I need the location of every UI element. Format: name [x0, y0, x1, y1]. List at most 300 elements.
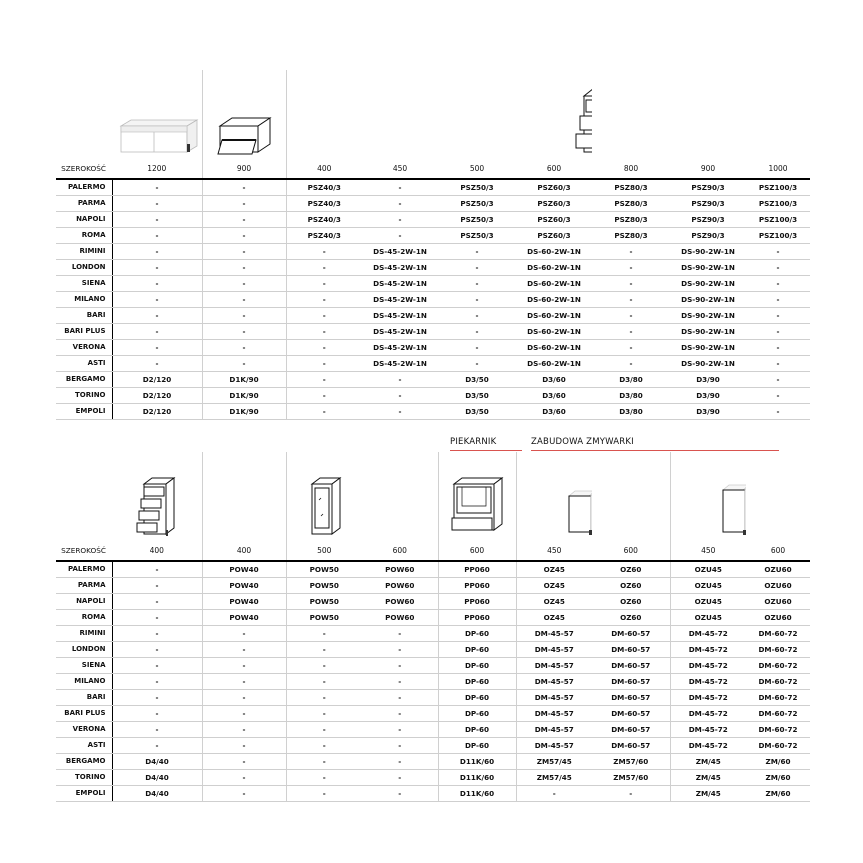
table-cell: POW40 — [202, 561, 286, 578]
table-cell: - — [286, 786, 362, 802]
table-cell: - — [286, 658, 362, 674]
table-cell: ZM/45 — [670, 754, 746, 770]
table-cell: PP060 — [438, 578, 516, 594]
table-cell: D3/90 — [670, 388, 746, 404]
table-cell: - — [746, 260, 810, 276]
glass-door-cabinet-icon — [304, 476, 344, 538]
table-cell: - — [112, 722, 202, 738]
table-cell: PSZ100/3 — [746, 179, 810, 196]
table-cell: PSZ60/3 — [516, 196, 592, 212]
table-cell: PSZ40/3 — [286, 212, 362, 228]
table-cell: DM-45-72 — [670, 674, 746, 690]
width-header-cell: 1000 — [746, 160, 810, 179]
table-cell: D2/120 — [112, 388, 202, 404]
table-cell: OZU45 — [670, 578, 746, 594]
image-cell-dishwasher-600 — [592, 452, 670, 542]
table-cell: ZM57/60 — [592, 754, 670, 770]
table-cell: ZM/45 — [670, 770, 746, 786]
table-cell: - — [362, 706, 438, 722]
row-label: LONDON — [56, 642, 112, 658]
table-cell: PSZ60/3 — [516, 212, 592, 228]
table-cell: OZU60 — [746, 594, 810, 610]
table-cell: - — [112, 561, 202, 578]
table-cell: D4/40 — [112, 770, 202, 786]
table-cell: OZ60 — [592, 578, 670, 594]
table-cell: DM-45-57 — [516, 706, 592, 722]
dishwasher-full-panel-icon — [715, 482, 747, 538]
table-cell: - — [202, 244, 286, 260]
table-cell: - — [746, 340, 810, 356]
table-cell: DM-60-57 — [592, 706, 670, 722]
image-row-2 — [56, 452, 810, 542]
table-cell: D1K/90 — [202, 404, 286, 420]
table-cell: PP060 — [438, 610, 516, 626]
row-label: TORINO — [56, 770, 112, 786]
table-cell: - — [202, 276, 286, 292]
table-cell: OZU60 — [746, 561, 810, 578]
table-cell: - — [746, 308, 810, 324]
table-cell: - — [362, 196, 438, 212]
table-cell: OZU45 — [670, 561, 746, 578]
table-cell: - — [286, 340, 362, 356]
image-cell-900b — [670, 70, 746, 160]
table-cell: - — [438, 308, 516, 324]
table-cell: - — [592, 786, 670, 802]
width-header-cell: 450 — [362, 160, 438, 179]
oven-cabinet-icon — [446, 476, 508, 538]
table-cell: POW40 — [202, 578, 286, 594]
table-cell: OZ45 — [516, 594, 592, 610]
table-cell: - — [362, 754, 438, 770]
table-cell: - — [112, 738, 202, 754]
table-cell: - — [286, 706, 362, 722]
table-cell: DM-60-57 — [592, 722, 670, 738]
row-label: MILANO — [56, 674, 112, 690]
table-cell: - — [438, 292, 516, 308]
table-cell: POW60 — [362, 578, 438, 594]
table-cell: OZU45 — [670, 594, 746, 610]
table-cell: - — [286, 642, 362, 658]
table-cell: - — [286, 722, 362, 738]
table-cell: DP-60 — [438, 706, 516, 722]
width-header-label: SZEROKOŚĆ — [56, 160, 112, 179]
image-cell-dishwasher-450 — [516, 452, 592, 542]
table-cell: - — [286, 276, 362, 292]
table-cell: PSZ50/3 — [438, 228, 516, 244]
section-label-zabudowa-zmywarki: ZABUDOWA ZMYWARKI — [531, 437, 779, 451]
row-label: SIENA — [56, 658, 112, 674]
table-row — [56, 308, 810, 324]
width-header-cell: 400 — [112, 542, 202, 561]
image-cell-oven — [438, 452, 516, 542]
table-cell: - — [202, 324, 286, 340]
table-cell: - — [362, 212, 438, 228]
table-cell: - — [112, 356, 202, 372]
table-cell: D1K/90 — [202, 388, 286, 404]
table-cell: - — [112, 594, 202, 610]
table-cell: - — [362, 372, 438, 388]
table-cell: PSZ80/3 — [592, 196, 670, 212]
table-cell: PSZ80/3 — [592, 179, 670, 196]
row-label: PALERMO — [56, 179, 112, 196]
table-cell: POW60 — [362, 610, 438, 626]
table-cell: DS-45-2W-1N — [362, 308, 438, 324]
table-cell: - — [202, 228, 286, 244]
table-cell: DM-45-72 — [670, 658, 746, 674]
table-cell: DS-45-2W-1N — [362, 260, 438, 276]
image-cell-600 — [516, 70, 592, 160]
table-cell: DM-60-57 — [592, 642, 670, 658]
table-cell: - — [112, 292, 202, 308]
table-cell: - — [202, 179, 286, 196]
row-label: BARI PLUS — [56, 706, 112, 722]
table-cell: DM-45-57 — [516, 674, 592, 690]
table-cell: - — [592, 276, 670, 292]
row-label: RIMINI — [56, 626, 112, 642]
table-cell: DM-60-72 — [746, 690, 810, 706]
table-row — [56, 276, 810, 292]
table-cell: POW50 — [286, 578, 362, 594]
table-cell: DS-90-2W-1N — [670, 276, 746, 292]
row-label: BERGAMO — [56, 754, 112, 770]
table-cell: DP-60 — [438, 674, 516, 690]
table-cell: OZ45 — [516, 610, 592, 626]
table-cell: D3/90 — [670, 372, 746, 388]
table-cell: - — [592, 260, 670, 276]
row-label: MILANO — [56, 292, 112, 308]
row-label: NAPOLI — [56, 594, 112, 610]
table-cell: - — [362, 674, 438, 690]
table-cell: DS-45-2W-1N — [362, 356, 438, 372]
table-cell: D3/90 — [670, 404, 746, 420]
table-cell: D11K/60 — [438, 786, 516, 802]
table-row — [56, 626, 810, 642]
table-cell: - — [112, 228, 202, 244]
table-cell: PSZ100/3 — [746, 212, 810, 228]
table-cell: - — [746, 356, 810, 372]
table-cell: POW40 — [202, 610, 286, 626]
table-cell: OZU45 — [670, 610, 746, 626]
table-cell: - — [362, 690, 438, 706]
table-cell: PSZ60/3 — [516, 228, 592, 244]
table-cell: - — [362, 722, 438, 738]
table-cell: PSZ90/3 — [670, 228, 746, 244]
table-cell: - — [362, 228, 438, 244]
cabinet-table-2 — [56, 452, 810, 802]
table-cell: POW50 — [286, 594, 362, 610]
table-cell: - — [438, 340, 516, 356]
table-cell: - — [746, 388, 810, 404]
table-cell: DP-60 — [438, 642, 516, 658]
table-row — [56, 212, 810, 228]
table-cell: - — [112, 690, 202, 706]
row-label: VERONA — [56, 722, 112, 738]
table-cell: - — [286, 404, 362, 420]
table-cell: D4/40 — [112, 754, 202, 770]
table-cell: - — [112, 578, 202, 594]
table-cell: DS-90-2W-1N — [670, 356, 746, 372]
table-cell: - — [112, 674, 202, 690]
table-cell: - — [112, 658, 202, 674]
table-row — [56, 578, 810, 594]
table-row — [56, 324, 810, 340]
table-cell: - — [286, 690, 362, 706]
table-cell: DM-60-72 — [746, 722, 810, 738]
cabinet-table-1 — [56, 70, 810, 420]
table-cell: - — [202, 340, 286, 356]
table-cell: - — [438, 260, 516, 276]
table-row — [56, 179, 810, 196]
table-cell: DM-60-72 — [746, 738, 810, 754]
table-cell: DS-60-2W-1N — [516, 244, 592, 260]
table-cell: - — [112, 308, 202, 324]
width-header-cell: 1200 — [112, 160, 202, 179]
table-cell: DM-45-57 — [516, 722, 592, 738]
image-cell-label — [56, 452, 112, 542]
table-row — [56, 340, 810, 356]
table-cell: DM-60-57 — [592, 674, 670, 690]
table-cell: DP-60 — [438, 722, 516, 738]
width-header-cell: 450 — [516, 542, 592, 561]
image-cell-400 — [286, 70, 362, 160]
table-cell: - — [202, 754, 286, 770]
table-cell: POW50 — [286, 610, 362, 626]
table-cell: - — [202, 706, 286, 722]
table-cell: DS-60-2W-1N — [516, 260, 592, 276]
table-cell: PSZ40/3 — [286, 196, 362, 212]
table-cell: PSZ90/3 — [670, 212, 746, 228]
table-row — [56, 260, 810, 276]
table-row — [56, 642, 810, 658]
table-row — [56, 228, 810, 244]
table-cell: DM-45-72 — [670, 738, 746, 754]
four-drawer-cabinet-icon — [134, 476, 180, 538]
table-cell: D3/50 — [438, 404, 516, 420]
table-cell: - — [286, 754, 362, 770]
table-cell: - — [286, 372, 362, 388]
table-cell: - — [112, 626, 202, 642]
table-cell: - — [362, 658, 438, 674]
row-label: ROMA — [56, 228, 112, 244]
table-cell: - — [202, 770, 286, 786]
table-cell: - — [592, 340, 670, 356]
image-cell-400 — [202, 452, 286, 542]
table-cell: DP-60 — [438, 626, 516, 642]
table-cell: - — [362, 404, 438, 420]
table-row — [56, 292, 810, 308]
table-cell: PP060 — [438, 594, 516, 610]
width-header-row-2 — [56, 542, 810, 561]
row-label: PARMA — [56, 578, 112, 594]
table-cell: PSZ50/3 — [438, 179, 516, 196]
table-cell: - — [202, 196, 286, 212]
table-cell: - — [362, 738, 438, 754]
corner-drawer-cabinet-icon — [214, 116, 274, 156]
image-cell-500 — [438, 70, 516, 160]
table-cell: OZU60 — [746, 610, 810, 626]
image-cell-1200 — [112, 70, 202, 160]
table-cell: - — [362, 388, 438, 404]
table-row — [56, 674, 810, 690]
width-header-cell: 800 — [592, 160, 670, 179]
table-cell: DS-90-2W-1N — [670, 292, 746, 308]
table-cell: OZ45 — [516, 561, 592, 578]
table-cell: OZ60 — [592, 594, 670, 610]
image-cell-label — [56, 70, 112, 160]
table-cell: OZ60 — [592, 561, 670, 578]
table-cell: D1K/90 — [202, 372, 286, 388]
row-label: BARI PLUS — [56, 324, 112, 340]
table-row — [56, 594, 810, 610]
table-cell: OZ45 — [516, 578, 592, 594]
width-header-cell: 900 — [670, 160, 746, 179]
table-cell: - — [438, 276, 516, 292]
image-cell-600 — [362, 452, 438, 542]
table-cell: - — [592, 244, 670, 260]
table-cell: DS-90-2W-1N — [670, 308, 746, 324]
table-cell: PSZ40/3 — [286, 228, 362, 244]
width-header-cell: 500 — [286, 542, 362, 561]
table-cell: - — [202, 626, 286, 642]
table-cell: D11K/60 — [438, 754, 516, 770]
image-row — [56, 70, 810, 160]
row-label: PALERMO — [56, 561, 112, 578]
table-cell: DM-45-72 — [670, 642, 746, 658]
table-cell: PSZ60/3 — [516, 179, 592, 196]
table-cell: DM-60-72 — [746, 706, 810, 722]
table-cell: - — [286, 626, 362, 642]
row-label: PARMA — [56, 196, 112, 212]
table-cell: - — [202, 722, 286, 738]
table-cell: - — [592, 356, 670, 372]
width-header-cell: 600 — [516, 160, 592, 179]
table-cell: DS-90-2W-1N — [670, 244, 746, 260]
table-cell: DM-60-72 — [746, 642, 810, 658]
table-cell: DS-60-2W-1N — [516, 356, 592, 372]
table-row — [56, 658, 810, 674]
table-cell: DM-45-57 — [516, 642, 592, 658]
table-cell: DS-90-2W-1N — [670, 340, 746, 356]
table-cell: - — [362, 642, 438, 658]
three-drawer-cabinet-icon — [570, 86, 592, 156]
table-cell: ZM57/45 — [516, 770, 592, 786]
table-cell: DM-60-72 — [746, 658, 810, 674]
table-cell: PSZ80/3 — [592, 228, 670, 244]
width-header-cell: 600 — [362, 542, 438, 561]
double-drawer-cabinet-icon — [115, 118, 199, 156]
table-cell: ZM/60 — [746, 770, 810, 786]
table-cell: PSZ100/3 — [746, 196, 810, 212]
width-header-cell: 600 — [592, 542, 670, 561]
table-cell: ZM/45 — [670, 786, 746, 802]
image-cell-800 — [592, 70, 670, 160]
table-cell: ZM57/45 — [516, 754, 592, 770]
table-cell: DM-60-57 — [592, 658, 670, 674]
table-cell: - — [516, 786, 592, 802]
table-cell: PSZ90/3 — [670, 179, 746, 196]
table-cell: - — [202, 292, 286, 308]
table-cell: - — [362, 626, 438, 642]
table-cell: - — [112, 179, 202, 196]
table-cell: ZM/60 — [746, 754, 810, 770]
table-cell: - — [202, 786, 286, 802]
width-header-cell: 600 — [438, 542, 516, 561]
table-cell: DP-60 — [438, 690, 516, 706]
table-cell: D4/40 — [112, 786, 202, 802]
table-cell: D3/60 — [516, 388, 592, 404]
table-cell: D3/80 — [592, 388, 670, 404]
table-cell: - — [112, 260, 202, 276]
table-cell: DM-45-72 — [670, 722, 746, 738]
table-cell: DS-45-2W-1N — [362, 244, 438, 260]
table-row — [56, 404, 810, 420]
table-cell: - — [112, 610, 202, 626]
table-cell: - — [746, 292, 810, 308]
table-row — [56, 561, 810, 578]
table-cell: POW60 — [362, 561, 438, 578]
table-row — [56, 610, 810, 626]
row-label: EMPOLI — [56, 786, 112, 802]
row-label: ASTI — [56, 356, 112, 372]
row-label: VERONA — [56, 340, 112, 356]
table-cell: D2/120 — [112, 404, 202, 420]
table-row — [56, 722, 810, 738]
table-cell: DM-45-57 — [516, 626, 592, 642]
table-cell: - — [286, 738, 362, 754]
table-cell: DS-60-2W-1N — [516, 308, 592, 324]
table-row — [56, 388, 810, 404]
table-cell: POW40 — [202, 594, 286, 610]
table-cell: - — [202, 642, 286, 658]
table-cell: DP-60 — [438, 658, 516, 674]
table-cell: DS-45-2W-1N — [362, 324, 438, 340]
row-label: SIENA — [56, 276, 112, 292]
table-cell: DS-90-2W-1N — [670, 324, 746, 340]
table-row — [56, 356, 810, 372]
image-cell-900 — [202, 70, 286, 160]
table-cell: - — [746, 404, 810, 420]
table-cell: PSZ90/3 — [670, 196, 746, 212]
table-cell: D3/60 — [516, 404, 592, 420]
table-cell: - — [438, 356, 516, 372]
row-label: NAPOLI — [56, 212, 112, 228]
row-label: BARI — [56, 308, 112, 324]
table-cell: D3/80 — [592, 372, 670, 388]
width-header-cell: 900 — [202, 160, 286, 179]
table-cell: D11K/60 — [438, 770, 516, 786]
table-cell: - — [592, 308, 670, 324]
table-cell: DM-60-57 — [592, 626, 670, 642]
table-cell: ZM57/60 — [592, 770, 670, 786]
width-header-cell: 600 — [746, 542, 810, 561]
table-cell: DM-60-57 — [592, 738, 670, 754]
table-cell: - — [286, 308, 362, 324]
table-cell: - — [202, 658, 286, 674]
table-cell: - — [286, 674, 362, 690]
table-cell: DS-45-2W-1N — [362, 292, 438, 308]
table-cell: DM-45-72 — [670, 690, 746, 706]
table-cell: DP-60 — [438, 738, 516, 754]
row-label: ROMA — [56, 610, 112, 626]
width-header-cell: 450 — [670, 542, 746, 561]
table-cell: - — [286, 244, 362, 260]
table-cell: - — [438, 244, 516, 260]
table-cell: - — [746, 276, 810, 292]
table-cell: - — [202, 260, 286, 276]
table-cell: - — [362, 179, 438, 196]
image-cell-1000 — [746, 70, 810, 160]
table-row — [56, 754, 810, 770]
